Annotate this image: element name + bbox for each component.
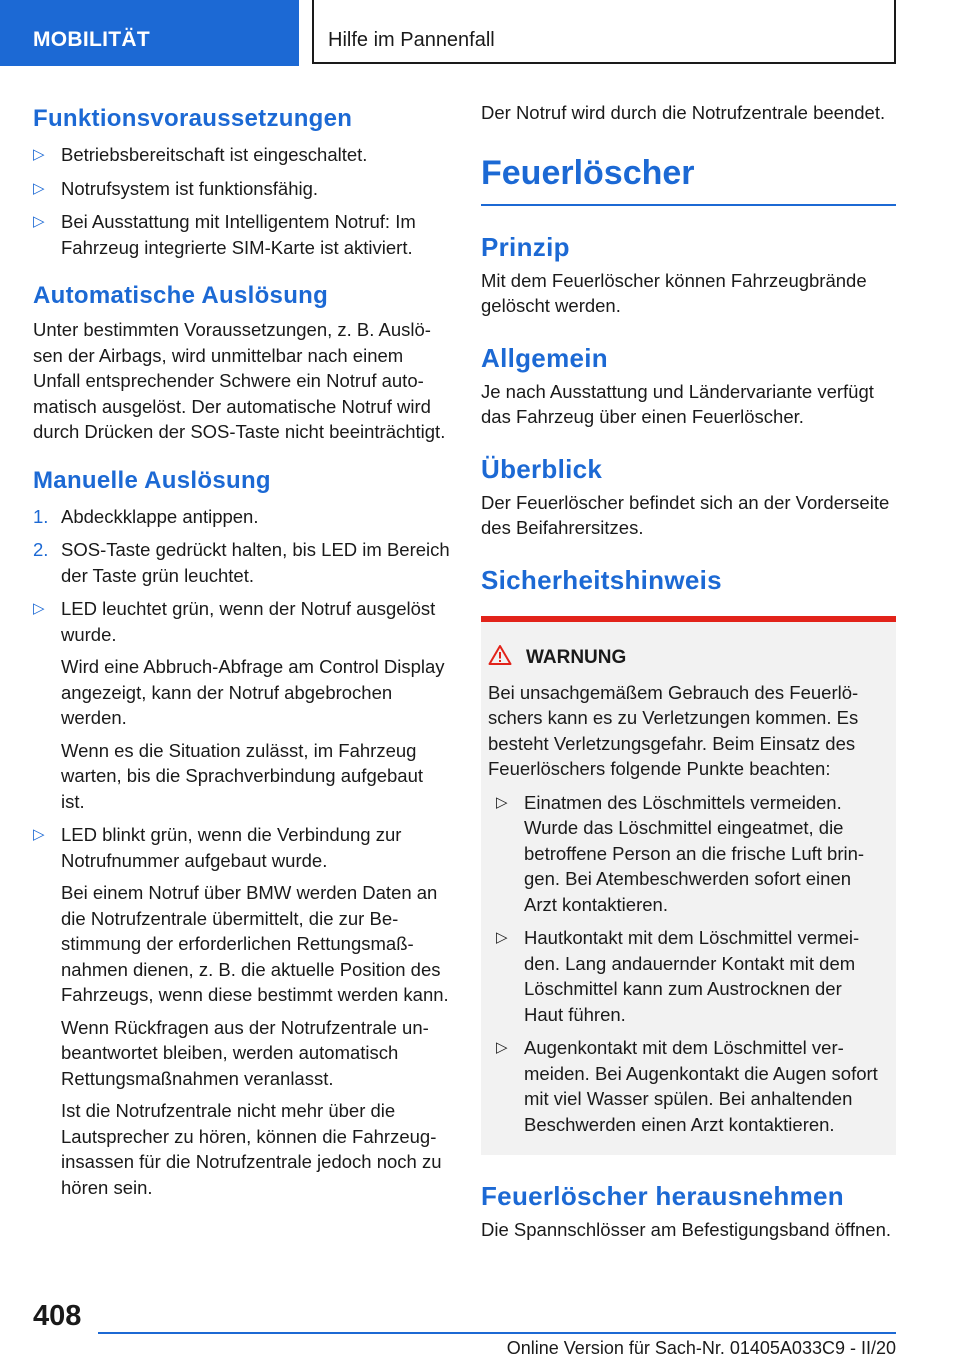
- list-item: [33, 176, 451, 202]
- page-number: 408: [33, 1300, 82, 1332]
- list-item: [33, 142, 451, 168]
- warning-header: [488, 644, 884, 672]
- online-version-text: Online Version für Sach-Nr. 01405A033C9 - II/20: [506, 1338, 896, 1358]
- footer-rule: [98, 1332, 896, 1334]
- triangle-bullet-icon: ▷: [33, 600, 45, 617]
- list-item-note: Wird eine Abbruch-Abfrage am Control Display angezeigt, kann der Notruf abgebrochen werden.: [61, 656, 445, 728]
- heading-prinzip: Prinzip: [481, 231, 570, 262]
- warning-text: Bei unsachgemäßem Gebrauch des Feuerlöschers kann es zu Verletzungen kommen. Es besteht Verletzungsgefahr. Beim Einsatz des Feuerlöschers folgende Punkte beachten:: [488, 681, 859, 779]
- chapter-title: Hilfe im Pannenfall: [312, 0, 896, 64]
- heading-automatische-ausloesung: Automatische Auslösung: [33, 282, 329, 309]
- numbered-step: [33, 537, 451, 588]
- list-item: [33, 822, 451, 1200]
- list-item-note: Bei einem Notruf über BMW werden Daten an die Notrufzentrale übermittelt, die zur Bestimmung der erforderlichen Rettungsmaßnahmen dienen, z. B. die aktuelle Position des Fahrzeugs, wenn diese bestimmt werden kann.: [61, 882, 449, 1005]
- right-column: [481, 100, 896, 1243]
- step-text: SOS-Taste gedrückt halten, bis LED im Bereich der Taste grün leuchtet.: [61, 539, 450, 586]
- heading-sicherheitshinweis: Sicherheitshinweis: [481, 564, 722, 595]
- list-item: [33, 209, 451, 260]
- list-item: [33, 596, 451, 814]
- heading-manuelle-ausloesung: Manuelle Auslösung: [33, 466, 271, 494]
- triangle-bullet-icon: ▷: [33, 826, 45, 843]
- list-item-text: LED blinkt grün, wenn die Verbindung zur Notrufnummer aufgebaut wurde.: [61, 824, 402, 871]
- list-item-text: Augenkontakt mit dem Löschmittel vermeiden. Bei Augenkontakt die Augen sofort mit viel Wasser spülen. Bei anhaltenden Beschwerden einen Arzt kontaktieren.: [524, 1037, 878, 1135]
- list-item-text: LED leuchtet grün, wenn der Notruf ausgelöst wurde.: [61, 598, 436, 645]
- warning-list-item: [496, 925, 884, 1027]
- warning-list-item: [496, 1035, 884, 1137]
- numbered-step: [33, 504, 451, 530]
- heading-ueberblick: Überblick: [481, 453, 603, 484]
- triangle-bullet-icon: ▷: [496, 929, 508, 946]
- paragraph: Je nach Ausstattung und Ländervariante verfügt das Fahrzeug über einen Feuerlöscher.: [481, 380, 874, 427]
- list-item-note: Wenn Rückfragen aus der Notrufzentrale unbeantwortet bleiben, werden automatisch Rettungsmaßnahmen veranlasst.: [61, 1016, 429, 1089]
- warning-label: WARNUNG: [526, 646, 627, 668]
- heading-feuerloescher: Feuerlöscher: [481, 153, 695, 192]
- list-item-text: Betriebsbereitschaft ist eingeschaltet.: [61, 144, 368, 165]
- triangle-bullet-icon: ▷: [33, 213, 45, 230]
- list-item-text: Hautkontakt mit dem Löschmittel vermeiden. Lang andauernder Kontakt mit dem Löschmittel kann zum Austrocknen der Haut führen.: [524, 927, 860, 1025]
- list-item-text: Bei Ausstattung mit Intelligentem Notruf: Im Fahrzeug integrierte SIM-Karte ist aktiviert.: [61, 211, 416, 258]
- paragraph: Der Feuerlöscher befindet sich an der Vorderseite des Beifahrersitzes.: [481, 491, 890, 538]
- list-item-note: Ist die Notrufzentrale nicht mehr über die Lautsprecher zu hören, können die Fahrzeuginsassen für die Notrufzentrale jedoch noch zu hören sein.: [61, 1100, 442, 1198]
- warning-box: [481, 622, 896, 1156]
- step-text: Abdeckklappe antippen.: [61, 505, 259, 527]
- warning-list-item: [496, 790, 884, 918]
- list-item-text: Notrufsystem ist funktionsfähig.: [61, 177, 319, 199]
- triangle-bullet-icon: ▷: [496, 793, 508, 811]
- warning-triangle-icon: [488, 644, 526, 672]
- triangle-bullet-icon: ▷: [33, 146, 45, 163]
- left-column: [33, 100, 451, 1200]
- step-number: 2.: [33, 539, 49, 560]
- heading-funktionsvoraussetzungen: Funktionsvoraussetzungen: [33, 105, 353, 132]
- heading-feuerloescher-herausnehmen: Feuerlöscher herausnehmen: [481, 1181, 844, 1211]
- paragraph: Unter bestimmten Voraussetzungen, z. B. Auslösen der Airbags, wird unmittelbar nach einem Unfall entsprechender Schwere ein Notruf automatisch ausgelöst. Der automatische Notruf wird durch Drücken der SOS-Taste nicht beeinträchtigt.: [33, 319, 446, 442]
- list-item-text: Einatmen des Löschmittels vermeiden. Wurde das Löschmittel eingeatmet, die betroffene Person an die frische Luft bringen. Bei Atembeschwerden sofort einen Arzt kontaktieren.: [524, 791, 865, 915]
- paragraph: Die Spannschlösser am Befestigungsband öffnen.: [481, 1219, 892, 1240]
- step-number: 1.: [33, 505, 49, 527]
- heading-rule: [481, 204, 896, 206]
- page-header: [0, 0, 960, 66]
- paragraph: Der Notruf wird durch die Notrufzentrale beendet.: [481, 102, 886, 123]
- triangle-bullet-icon: ▷: [496, 1039, 508, 1056]
- section-tab: MOBILITÄT: [0, 0, 299, 66]
- heading-allgemein: Allgemein: [481, 342, 608, 373]
- list-item-note: Wenn es die Situation zulässt, im Fahrzeug warten, bis die Sprachverbindung aufgebaut ist.: [61, 739, 424, 812]
- paragraph: Mit dem Feuerlöscher können Fahrzeugbrände gelöscht werden.: [481, 269, 867, 316]
- triangle-bullet-icon: ▷: [33, 179, 45, 197]
